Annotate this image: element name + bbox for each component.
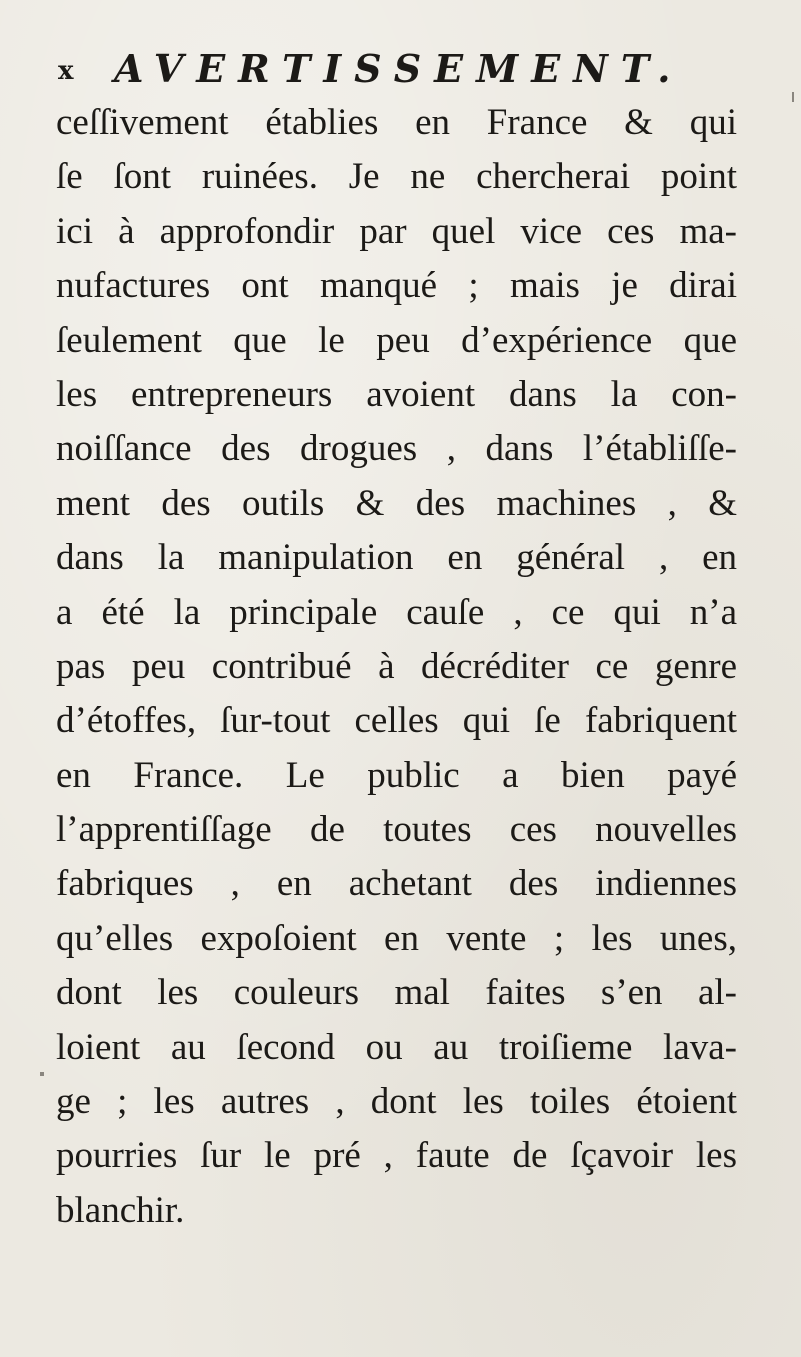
page-number: x [58, 56, 74, 86]
text-line: l’apprentiſſage de toutes ces nouvelles [56, 809, 737, 851]
text-line: pas peu contribué à décréditer ce genre [56, 645, 737, 687]
running-title: AVERTISSEMENT. [114, 46, 684, 91]
text-line: ge ; les autres , dont les toiles étoient [56, 1081, 737, 1123]
body-text [56, 96, 756, 1238]
text-line: loient au ſecond ou au troiſieme lava- [56, 1026, 737, 1068]
text-line: noiſſance des drogues , dans l’établiſſe- [56, 428, 737, 470]
text-line: nufactures ont manqué ; mais je dirai [56, 265, 737, 307]
text-line: pourries ſur le pré , faute de ſçavoir les [56, 1135, 737, 1177]
text-line: a été la principale cauſe , ce qui n’a [56, 591, 737, 633]
paper-speck [792, 92, 794, 102]
paper-speck [40, 1072, 44, 1076]
text-line: ſe ſont ruinées. Je ne chercherai point [56, 156, 737, 198]
text-line: en France. Le public a bien payé [56, 754, 737, 796]
text-line: dont les couleurs mal faites s’en al- [56, 972, 737, 1014]
text-line: ſeulement que le peu d’expérience que [56, 319, 737, 361]
text-line: dans la manipulation en général , en [56, 537, 737, 579]
page-header [58, 42, 778, 92]
text-line: fabriques , en achetant des indiennes [56, 863, 737, 905]
text-line: d’étoffes, ſur-tout celles qui ſe fabriquent [56, 700, 737, 742]
text-line: ceſſivement établies en France & qui [56, 102, 737, 143]
text-line: blanchir. [56, 1189, 185, 1231]
text-line: ment des outils & des machines , & [56, 482, 737, 524]
text-line: les entrepreneurs avoient dans la con- [56, 373, 737, 415]
text-line: qu’elles expoſoient en vente ; les unes, [56, 917, 737, 959]
text-line: ici à approfondir par quel vice ces ma- [56, 210, 737, 252]
